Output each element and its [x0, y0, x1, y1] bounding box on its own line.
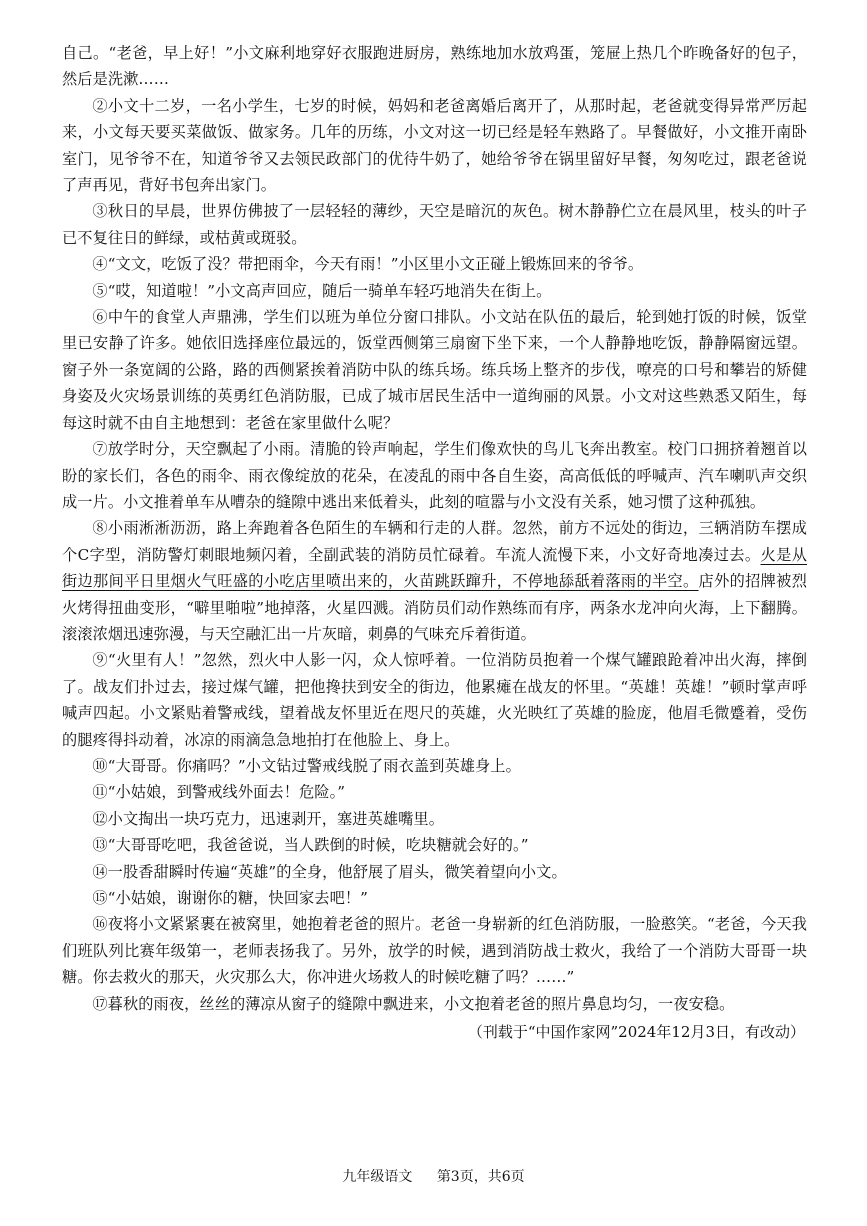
paragraph-2: ②小文十二岁，一名小学生，七岁的时候，妈妈和老爸离婚后离开了，从那时起，老爸就变得异常严厉起来，小文每天要买菜做饭、做家务。几年的历练，小文对这一切已经是轻车熟路了。早餐做好，小文推开南卧室门，见爷爷不在，知道爷爷又去领民政部门的优待牛奶了，她给爷爷在锅里留好早餐，匆匆吃过，跟老爸说了声再见，背好书包奔出家门。 — [62, 96, 807, 195]
paragraph-17: ⑰暮秋的雨夜，丝丝的薄凉从窗子的缝隙中飘进来，小文抱着老爸的照片鼻息均匀，一夜安稳。 — [92, 994, 735, 1013]
article-body — [62, 40, 807, 1045]
paragraph-15: ⑮“小姑娘，谢谢你的糖，快回家去吧！” — [92, 889, 369, 907]
source-citation: （刊载于“中国作家网”2024年12月3日，有改动） — [467, 1023, 805, 1042]
paragraph-14: ⑭一股香甜瞬时传遍“英雄”的全身，他舒展了眉头，微笑着望向小文。 — [92, 862, 567, 881]
paragraph-9: ⑨“火里有人！”忽然，烈火中人影一闪，众人惊呼着。一位消防员抱着一个煤气罐踉跄着冲出火海，摔倒了。战友们扑过去，接过煤气罐，把他搀扶到安全的街边，他累瘫在战友的怀里。“英雄！英雄！”顿时掌声呼喊声四起。小文紧贴着警戒线，望着战友怀里近在咫尺的英雄，火光映红了英雄的脸庞，他眉毛微蹙着，受伤的腿疼得抖动着，冰凉的雨滴急急地拍打在他脸上、身上。 — [62, 651, 807, 749]
paragraph-10: ⑩“大哥哥。你痛吗？”小文钻过警戒线脱了雨衣盖到英雄身上。 — [92, 756, 521, 775]
paragraph-16: ⑯夜将小文紧紧裹在被窝里，她抱着老爸的照片。老爸一身崭新的红色消防服，一脸憨笑。“老爸，今天我们班队列比赛年级第一，老师表扬我了。另外，放学的时候，遇到消防战士救火，我给了一个消防大哥哥一块糖。你去救火的那天，火灾那么大，你冲进火场救人的时候吃糖了吗？……” — [62, 915, 807, 987]
underlined-sentence: 火是从街边那间平日里烟火气旺盛的小吃店里喷出来的，火苗跳跃蹿升，不停地舔舐着落雨的半空。 — [62, 545, 807, 591]
footer-subject: 九年级语文 — [342, 1169, 413, 1185]
paragraph-6: ⑥中午的食堂人声鼎沸，学生们以班为单位分窗口排队。小文站在队伍的最后，轮到她打饭的时候，饭堂里已安静了许多。她依旧选择座位最远的，饭堂西侧第三扇窗下坐下来，一个人静静地吃饭，静静隔窗远望。窗子外一条宽阔的公路，路的西侧紧挨着消防中队的练兵场。练兵场上整齐的步伐，嘹亮的口号和攀岩的矫健身姿及火灾场景训练的英勇红色消防服，已成了城市居民生活中一道绚丽的风景。小文对这些熟悉又陌生，每每这时就不由自主地想到：老爸在家里做什么呢？ — [62, 308, 807, 432]
paragraph-8-lead: ⑧小雨淅淅沥沥，路上奔跑着各色陌生的车辆和行走的人群。忽然，前方不远处的街边，三辆消防车摆成个C字型，消防警灯刺眼地频闪着，全副武装的消防员忙碌着。车流人流慢下来，小文好奇地凑过去。 — [62, 519, 807, 564]
footer-page-number: 第3页，共6页 — [436, 1169, 525, 1185]
paragraph-13: ⑬“大哥哥吃吧，我爸爸说，当人跌倒的时候，吃块糖就会好的。” — [92, 836, 529, 855]
paragraph-5: ⑤“哎，知道啦！”小文高声回应，随后一骑单车轻巧地消失在街上。 — [92, 281, 552, 300]
paragraph-11: ⑪“小姑娘，到警戒线外面去！危险。” — [92, 783, 346, 802]
paragraph-opening: 自己。“老爸，早上好！”小文麻利地穿好衣服跑进厨房，熟练地加水放鸡蛋，笼屉上热几个昨晚备好的包子，然后是洗漱…… — [62, 44, 807, 89]
paragraph-8-rest: 店外的招牌被烈火烤得扭曲变形，“噼里啪啦”地掉落，火星四溅。消防员们动作熟练而有序，两条水龙冲向火海，上下翻腾。滚滚浓烟迅速弥漫，与天空融汇出一片灰暗，刺鼻的气味充斥着街道。 — [62, 572, 807, 643]
paragraph-7: ⑦放学时分，天空飘起了小雨。清脆的铃声响起，学生们像欢快的鸟儿飞奔出教室。校门口拥挤着翘首以盼的家长们，各色的雨伞、雨衣像绽放的花朵，在凌乱的雨中各自生姿，高高低低的呼喊声、汽车喇叭声交织成一片。小文推着单车从嘈杂的缝隙中逃出来低着头，此刻的喧嚣与小文没有关系，她习惯了这种孤独。 — [62, 440, 807, 511]
page-footer — [0, 1166, 867, 1186]
paragraph-12: ⑫小文掏出一块巧克力，迅速剥开，塞进英雄嘴里。 — [92, 809, 445, 828]
paragraph-4: ④“文文，吃饭了没？带把雨伞，今天有雨！”小区里小文正碰上锻炼回来的爷爷。 — [92, 255, 644, 274]
paragraph-8 — [62, 515, 807, 647]
paragraph-3: ③秋日的早晨，世界仿佛披了一层轻轻的薄纱，天空是暗沉的灰色。树木静静伫立在晨风里，枝头的叶子已不复往日的鲜绿，或枯黄或斑驳。 — [62, 202, 807, 247]
